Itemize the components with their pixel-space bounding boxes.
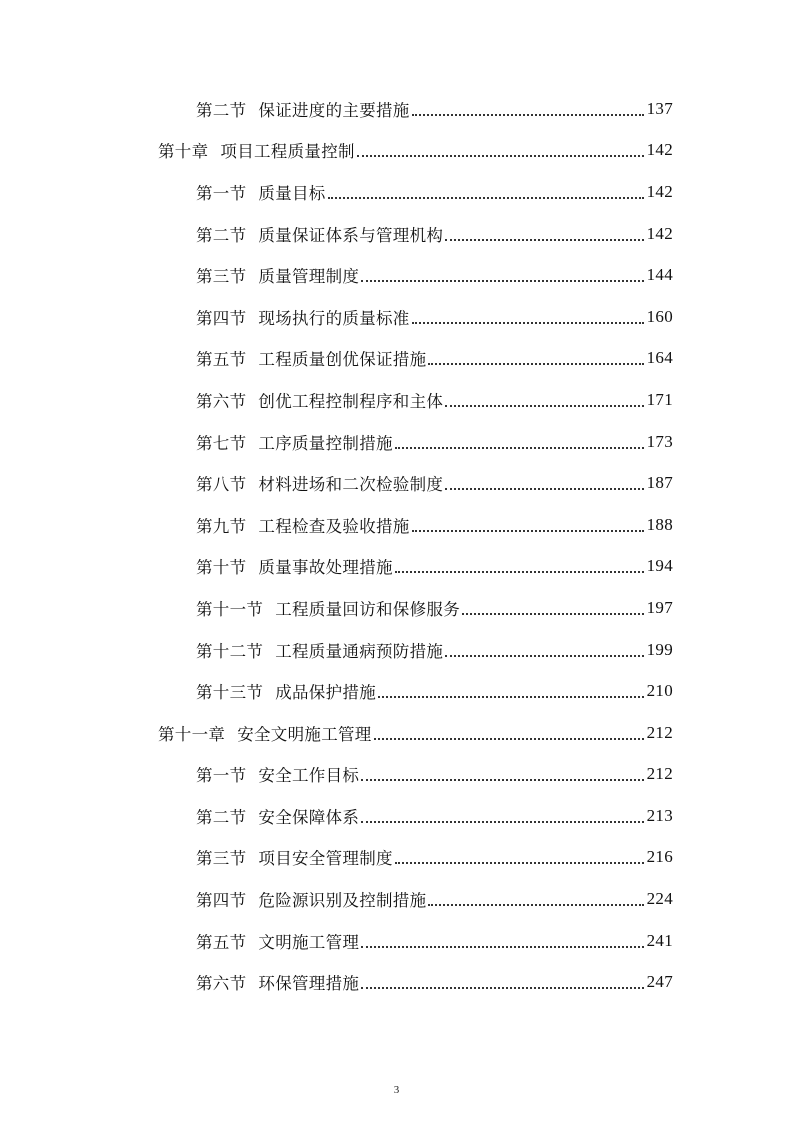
toc-entry[interactable] xyxy=(0,629,793,671)
toc-entry-number: 第三节 xyxy=(196,267,247,287)
toc-entry[interactable] xyxy=(0,878,793,920)
dot-leader xyxy=(395,571,644,573)
toc-entry-title: 危险源识别及控制措施 xyxy=(258,891,427,911)
toc-entry[interactable] xyxy=(0,795,793,837)
toc-entry-number: 第二节 xyxy=(196,225,247,245)
toc-entry[interactable] xyxy=(0,421,793,463)
dot-leader xyxy=(357,155,644,157)
dot-leader xyxy=(361,779,643,781)
dot-leader xyxy=(428,904,643,906)
toc-entry-number: 第五节 xyxy=(196,932,247,952)
toc-entry-page: 142 xyxy=(646,223,673,243)
toc-entry-number: 第十一章 xyxy=(158,724,226,744)
toc-entry-number: 第十二节 xyxy=(196,641,264,661)
toc-entry-number: 第五节 xyxy=(196,350,247,370)
toc-entry[interactable] xyxy=(0,504,793,546)
table-of-contents xyxy=(0,88,793,1003)
toc-entry-title: 材料进场和二次检验制度 xyxy=(258,475,444,495)
toc-entry-number: 第八节 xyxy=(196,475,247,495)
dot-leader xyxy=(445,405,643,407)
toc-entry-page: 171 xyxy=(646,389,673,409)
toc-entry[interactable] xyxy=(0,587,793,629)
dot-leader xyxy=(378,696,644,698)
dot-leader xyxy=(445,488,643,490)
toc-entry-title: 工程检查及验收措施 xyxy=(258,516,410,536)
toc-entry[interactable] xyxy=(0,837,793,879)
dot-leader xyxy=(412,114,644,116)
toc-entry-page: 197 xyxy=(646,597,673,617)
toc-entry-number: 第一节 xyxy=(196,183,247,203)
toc-entry-page: 224 xyxy=(646,889,673,909)
toc-entry-title: 质量保证体系与管理机构 xyxy=(258,225,444,245)
dot-leader xyxy=(428,363,643,365)
toc-entry-number: 第四节 xyxy=(196,891,247,911)
toc-entry-title: 项目安全管理制度 xyxy=(258,849,393,869)
toc-entry-number: 第一节 xyxy=(196,766,247,786)
toc-entry-page: 144 xyxy=(646,265,673,285)
toc-entry-title: 成品保护措施 xyxy=(275,683,377,703)
toc-entry-number: 第十一节 xyxy=(196,599,264,619)
toc-entry[interactable] xyxy=(0,171,793,213)
dot-leader xyxy=(395,447,644,449)
toc-entry-page: 142 xyxy=(646,140,673,160)
toc-entry-title: 工程质量回访和保修服务 xyxy=(275,599,461,619)
toc-entry-number: 第十节 xyxy=(196,558,247,578)
dot-leader xyxy=(445,239,643,241)
toc-entry-page: 164 xyxy=(646,348,673,368)
toc-entry-page: 173 xyxy=(646,431,673,451)
toc-entry-page: 137 xyxy=(646,98,673,118)
toc-entry-number: 第四节 xyxy=(196,308,247,328)
toc-entry-number: 第十章 xyxy=(158,142,209,162)
dot-leader xyxy=(412,530,644,532)
toc-entry[interactable] xyxy=(0,546,793,588)
toc-entry-page: 188 xyxy=(646,514,673,534)
toc-entry-title: 现场执行的质量标准 xyxy=(258,308,410,328)
toc-entry-page: 199 xyxy=(646,639,673,659)
toc-entry-page: 142 xyxy=(646,181,673,201)
toc-entry-number: 第三节 xyxy=(196,849,247,869)
toc-entry[interactable] xyxy=(0,338,793,380)
toc-entry-title: 保证进度的主要措施 xyxy=(258,100,410,120)
toc-entry-page: 210 xyxy=(646,681,673,701)
toc-entry[interactable] xyxy=(0,754,793,796)
toc-entry-title: 质量事故处理措施 xyxy=(258,558,393,578)
toc-entry-title: 文明施工管理 xyxy=(258,932,360,952)
toc-entry[interactable] xyxy=(0,920,793,962)
toc-entry-title: 安全工作目标 xyxy=(258,766,360,786)
toc-entry-page: 213 xyxy=(646,805,673,825)
toc-entry-title: 工序质量控制措施 xyxy=(258,433,393,453)
toc-entry-page: 160 xyxy=(646,306,673,326)
toc-entry[interactable] xyxy=(0,712,793,754)
toc-entry-title: 工程质量创优保证措施 xyxy=(258,350,427,370)
toc-entry-number: 第二节 xyxy=(196,100,247,120)
dot-leader xyxy=(374,738,644,740)
dot-leader xyxy=(361,987,643,989)
toc-entry[interactable] xyxy=(0,379,793,421)
toc-entry[interactable] xyxy=(0,88,793,130)
toc-entry[interactable] xyxy=(0,670,793,712)
toc-entry-page: 241 xyxy=(646,930,673,950)
toc-entry-number: 第十三节 xyxy=(196,683,264,703)
toc-entry-page: 212 xyxy=(646,764,673,784)
toc-entry[interactable] xyxy=(0,213,793,255)
toc-entry-number: 第九节 xyxy=(196,516,247,536)
page-number: 3 xyxy=(393,1084,400,1096)
dot-leader xyxy=(445,655,643,657)
toc-entry[interactable] xyxy=(0,254,793,296)
toc-entry-page: 187 xyxy=(646,473,673,493)
toc-entry-page: 247 xyxy=(646,972,673,992)
toc-entry-title: 质量管理制度 xyxy=(258,267,360,287)
toc-entry-title: 安全文明施工管理 xyxy=(237,724,372,744)
toc-entry-title: 工程质量通病预防措施 xyxy=(275,641,444,661)
dot-leader xyxy=(412,322,644,324)
dot-leader xyxy=(328,197,644,199)
toc-entry-page: 194 xyxy=(646,556,673,576)
toc-entry-title: 项目工程质量控制 xyxy=(220,142,355,162)
toc-entry-title: 安全保障体系 xyxy=(258,807,360,827)
dot-leader xyxy=(361,821,643,823)
toc-entry-title: 质量目标 xyxy=(258,183,326,203)
dot-leader xyxy=(395,862,644,864)
toc-entry-number: 第二节 xyxy=(196,807,247,827)
dot-leader xyxy=(361,946,643,948)
toc-entry[interactable] xyxy=(0,961,793,1003)
toc-entry-page: 216 xyxy=(646,847,673,867)
dot-leader xyxy=(361,280,643,282)
toc-entry-title: 环保管理措施 xyxy=(258,974,360,994)
toc-entry[interactable] xyxy=(0,462,793,504)
toc-entry-title: 创优工程控制程序和主体 xyxy=(258,391,444,411)
toc-entry-page: 212 xyxy=(646,722,673,742)
toc-entry[interactable] xyxy=(0,296,793,338)
toc-entry-number: 第六节 xyxy=(196,391,247,411)
dot-leader xyxy=(462,613,644,615)
toc-entry-number: 第六节 xyxy=(196,974,247,994)
toc-entry[interactable] xyxy=(0,130,793,172)
toc-entry-number: 第七节 xyxy=(196,433,247,453)
